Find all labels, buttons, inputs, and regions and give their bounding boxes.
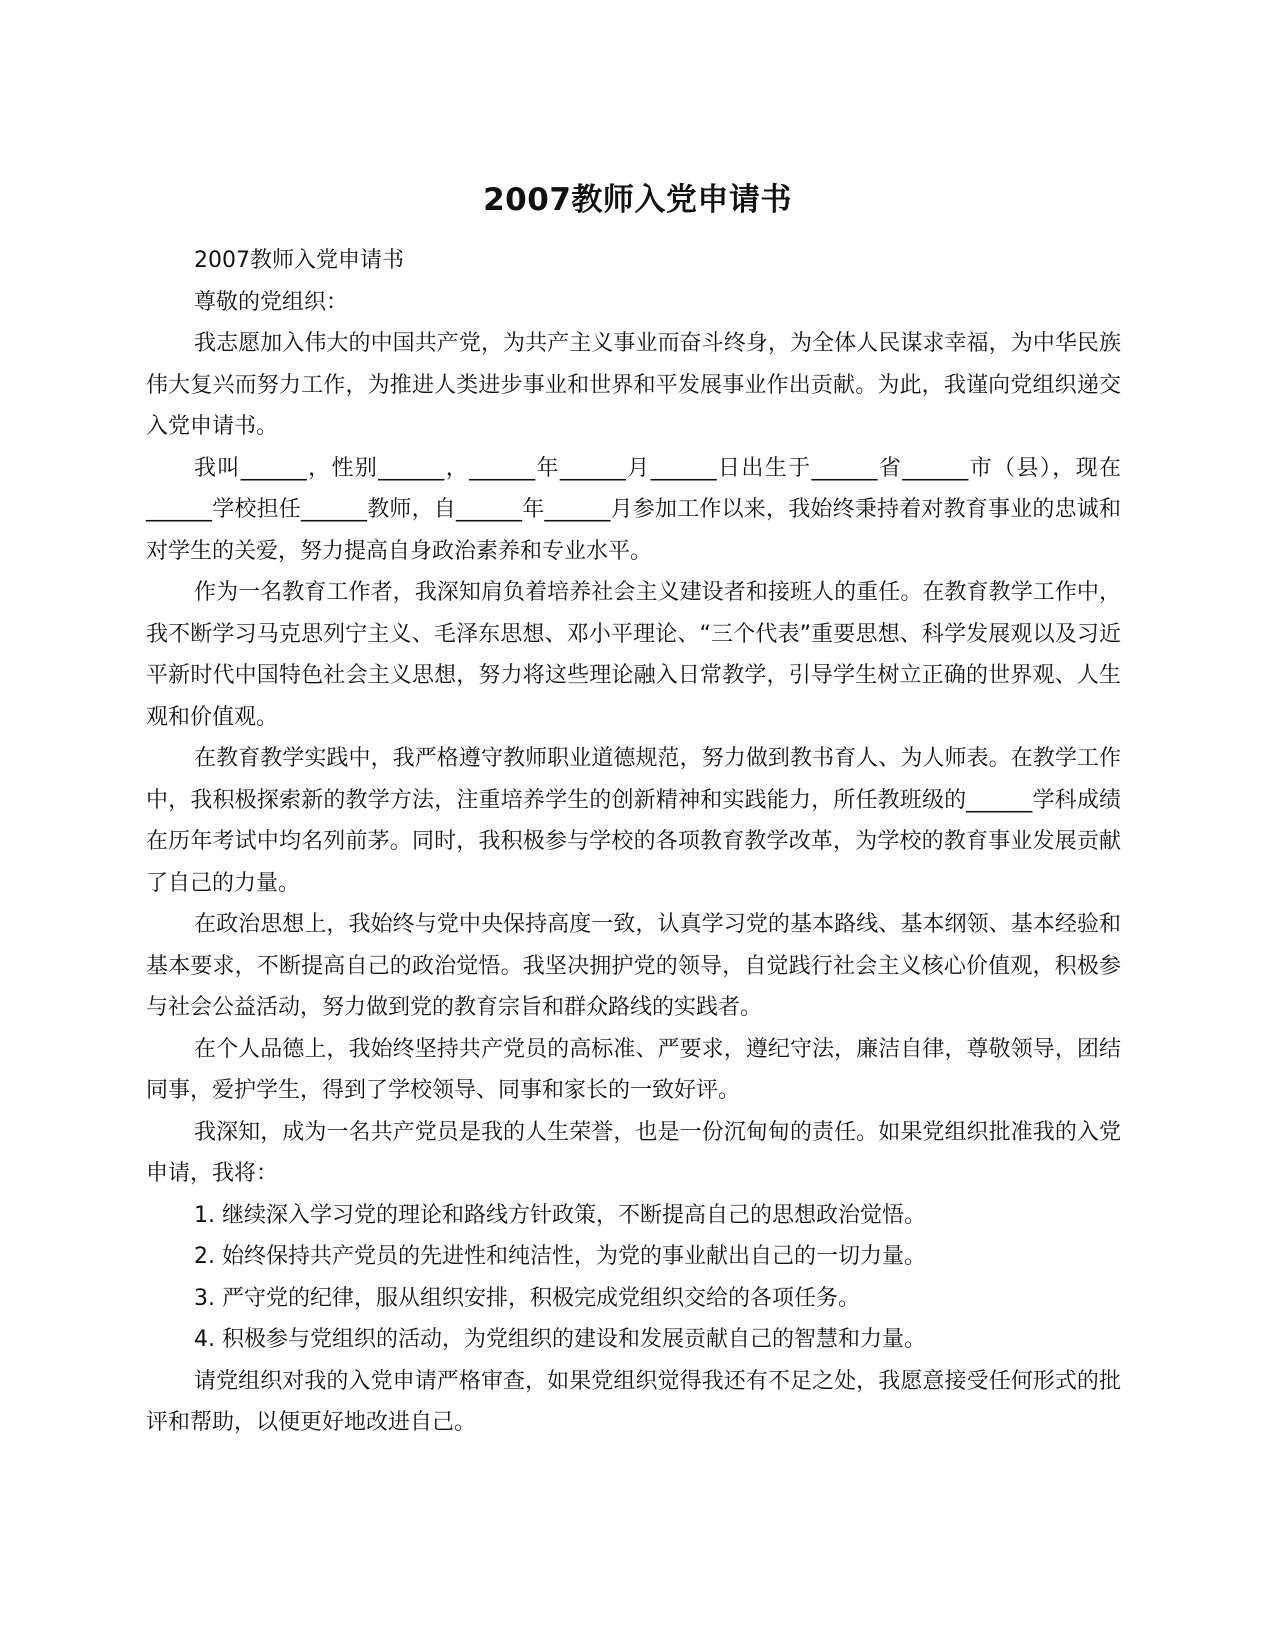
paragraph-education-work: 作为一名教育工作者，我深知肩负着培养社会主义建设者和接班人的重任。在教育教学工作中，我不断学习马克思列宁主义、毛泽东思想、邓小平理论、“三个代表”重要思想、科学发展观以及习近平新时代中国特色社会主义思想，努力将这些理论融入日常教学，引导学生树立正确的世界观、人生观和价值观。 <box>146 580 1121 730</box>
paragraph-salutation: 尊敬的党组织： <box>194 289 349 315</box>
paragraph-subtitle: 2007教师入党申请书 <box>194 248 404 273</box>
list-item-3: 3. 严守党的纪律，服从组织安排，积极完成党组织交给的各项任务。 <box>194 1285 860 1311</box>
paragraph-personal-info: 我叫______，性别______，______年______月______日出生于______省______市（县），现在______学校担任______教师，自______年______月参加工作以来，我始终秉持着对教育事业的忠诚和对学生的关爱，努力提高自身政治素养和专业水平。 <box>146 455 1121 564</box>
paragraph-commitment-intro: 我深知，成为一名共产党员是我的人生荣誉，也是一份沉甸甸的责任。如果党组织批准我的入党申请，我将： <box>146 1119 1121 1186</box>
document-body <box>146 240 1121 1444</box>
list-item-4: 4. 积极参与党组织的活动，为党组织的建设和发展贡献自己的智慧和力量。 <box>194 1327 926 1352</box>
document-title: 2007教师入党申请书 <box>483 182 792 218</box>
paragraph-closing: 请党组织对我的入党申请严格审查，如果党组织觉得我还有不足之处，我愿意接受任何形式的批评和帮助，以便更好地改进自己。 <box>146 1368 1121 1435</box>
paragraph-political-thought: 在政治思想上，我始终与党中央保持高度一致，认真学习党的基本路线、基本纲领、基本经验和基本要求，不断提高自己的政治觉悟。我坚决拥护党的领导，自觉践行社会主义核心价值观，积极参与社会公益活动，努力做到党的教育宗旨和群众路线的实践者。 <box>146 912 1121 1020</box>
list-item-1: 1. 继续深入学习党的理论和路线方针政策，不断提高自己的思想政治觉悟。 <box>194 1202 926 1228</box>
list-item-2: 2. 始终保持共产党员的先进性和纯洁性，为党的事业献出自己的一切力量。 <box>194 1244 926 1269</box>
paragraph-intro: 我志愿加入伟大的中国共产党，为共产主义事业而奋斗终身，为全体人民谋求幸福，为中华民族伟大复兴而努力工作，为推进人类进步事业和世界和平发展事业作出贡献。为此，我谨向党组织递交入党申请书。 <box>146 331 1121 439</box>
paragraph-teaching-practice: 在教育教学实践中，我严格遵守教师职业道德规范，努力做到教书育人、为人师表。在教学工作中，我积极探索新的教学方法，注重培养学生的创新精神和实践能力，所任教班级的______学科成绩在历年考试中均名列前茅。同时，我积极参与学校的各项教育教学改革，为学校的教育事业发展贡献了自己的力量。 <box>146 746 1121 896</box>
paragraph-personal-character: 在个人品德上，我始终坚持共产党员的高标准、严要求，遵纪守法，廉洁自律，尊敬领导，团结同事，爱护学生，得到了学校领导、同事和家长的一致好评。 <box>146 1036 1121 1103</box>
